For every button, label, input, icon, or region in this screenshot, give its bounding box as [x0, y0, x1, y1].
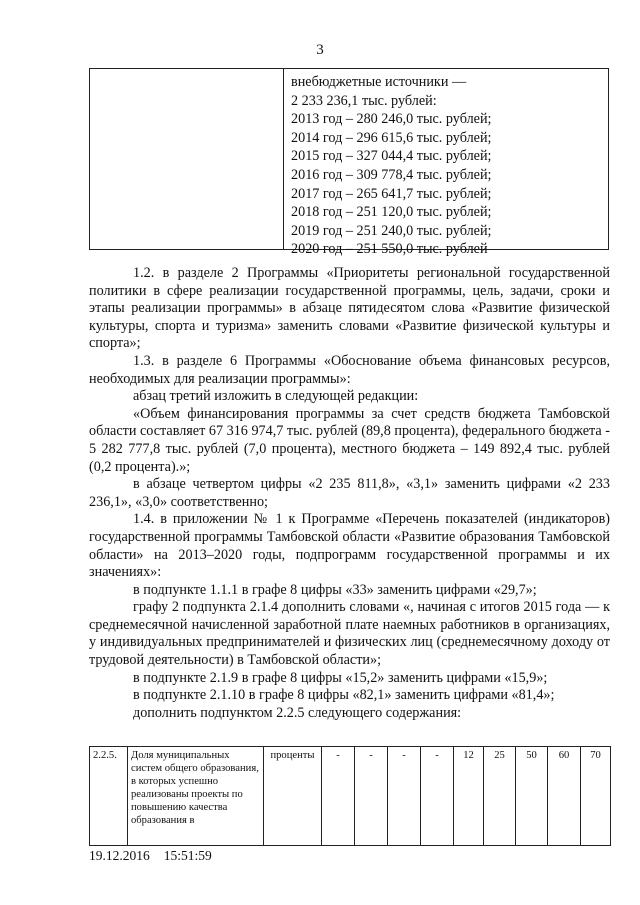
indicator-value: -: [388, 747, 421, 846]
paragraph: в подпункте 1.1.1 в графе 8 цифры «33» заменить цифрами «29,7»;: [133, 581, 537, 598]
paragraph: в подпункте 2.1.10 в графе 8 цифры «82,1» заменить цифрами «81,4»;: [133, 687, 555, 704]
page-number: 3: [316, 42, 324, 58]
paragraph: 1.2. в разделе 2 Программы «Приоритеты региональной государственной политики в сфере реализации государственной программы, цель, задачи, сроки и этапы реализации программы» в абзаце пятидесятом слова «Развитие физической культуры, спорта и туризма» заменить словами «Развитие физической культуры и спорта»;: [89, 265, 610, 352]
funding-table-text-cell: [291, 73, 604, 259]
print-timestamp: [89, 848, 212, 864]
funding-table: [89, 68, 609, 258]
indicator-table: [89, 746, 611, 846]
indicator-unit: проценты: [264, 747, 322, 846]
paragraph: в абзаце четвертом цифры «2 235 811,8», «3,1» заменить цифрами «2 233 236,1», «3,0» соответственно;: [89, 476, 610, 510]
indicator-value: 60: [548, 747, 581, 846]
timestamp-time: 15:51:59: [163, 848, 212, 863]
paragraph: 1.4. в приложении № 1 к Программе «Перечень показателей (индикаторов) государственной программы Тамбовской области «Развитие образования Тамбовской области» на 2013–2020 годы, подпрограмм государственной программы и их значениях»:: [89, 511, 610, 581]
paragraph: 1.3. в разделе 6 Программы «Обоснование объема финансовых ресурсов, необходимых для реализации программы»:: [89, 352, 610, 387]
funding-line: 2013 год – 280 246,0 тыс. рублей;: [291, 111, 492, 128]
funding-line: 2019 год – 251 240,0 тыс. рублей;: [291, 222, 492, 239]
indicator-value: -: [355, 747, 388, 846]
table-row: [90, 747, 611, 846]
funding-table-empty-cell: [90, 69, 284, 249]
indicator-value: -: [421, 747, 454, 846]
funding-line: 2015 год – 327 044,4 тыс. рублей;: [291, 148, 492, 165]
paragraph: в подпункте 2.1.9 в графе 8 цифры «15,2» заменить цифрами «15,9»;: [133, 669, 548, 686]
paragraph: дополнить подпунктом 2.2.5 следующего содержания:: [133, 704, 462, 721]
paragraph: графу 2 подпункта 2.1.4 дополнить словами «, начиная с итогов 2015 года — к среднемесячной начисленной заработной плате наемных работников в организациях, у индивидуальных предпринимателей и физических лиц (среднемесячному доходу от трудовой деятельности) в Тамбовской области»;: [89, 599, 610, 669]
paragraph: «Объем финансирования программы за счет средств бюджета Тамбовской области составляет 67 316 974,7 тыс. рублей (89,8 процента), федерального бюджета - 5 282 777,8 тыс. рублей (7,0 процента), местного бюджета – 149 892,4 тыс. рублей (0,2 процента).»;: [89, 405, 610, 475]
timestamp-date: 19.12.2016: [89, 848, 150, 863]
indicator-value: 70: [581, 747, 611, 846]
indicator-value: -: [322, 747, 355, 846]
funding-line: 2014 год – 296 615,6 тыс. рублей;: [291, 129, 492, 146]
funding-line: 2 233 236,1 тыс. рублей:: [291, 92, 437, 109]
funding-line: внебюджетные источники —: [291, 74, 467, 90]
paragraph: абзац третий изложить в следующей редакции:: [133, 388, 419, 405]
indicator-value: 50: [516, 747, 548, 846]
funding-line: 2017 год – 265 641,7 тыс. рублей;: [291, 185, 492, 202]
indicator-code: 2.2.5.: [90, 747, 128, 846]
document-body: [89, 265, 610, 722]
indicator-name: Доля муниципальных систем общего образования, в которых успешно реализованы проекты по повышению качества образования в: [128, 747, 264, 846]
indicator-value: 25: [484, 747, 516, 846]
funding-line: 2018 год – 251 120,0 тыс. рублей;: [291, 204, 492, 221]
indicator-value: 12: [454, 747, 484, 846]
funding-line: 2016 год – 309 778,4 тыс. рублей;: [291, 166, 492, 183]
funding-line: 2020 год – 251 550,0 тыс. рублей: [291, 241, 488, 258]
